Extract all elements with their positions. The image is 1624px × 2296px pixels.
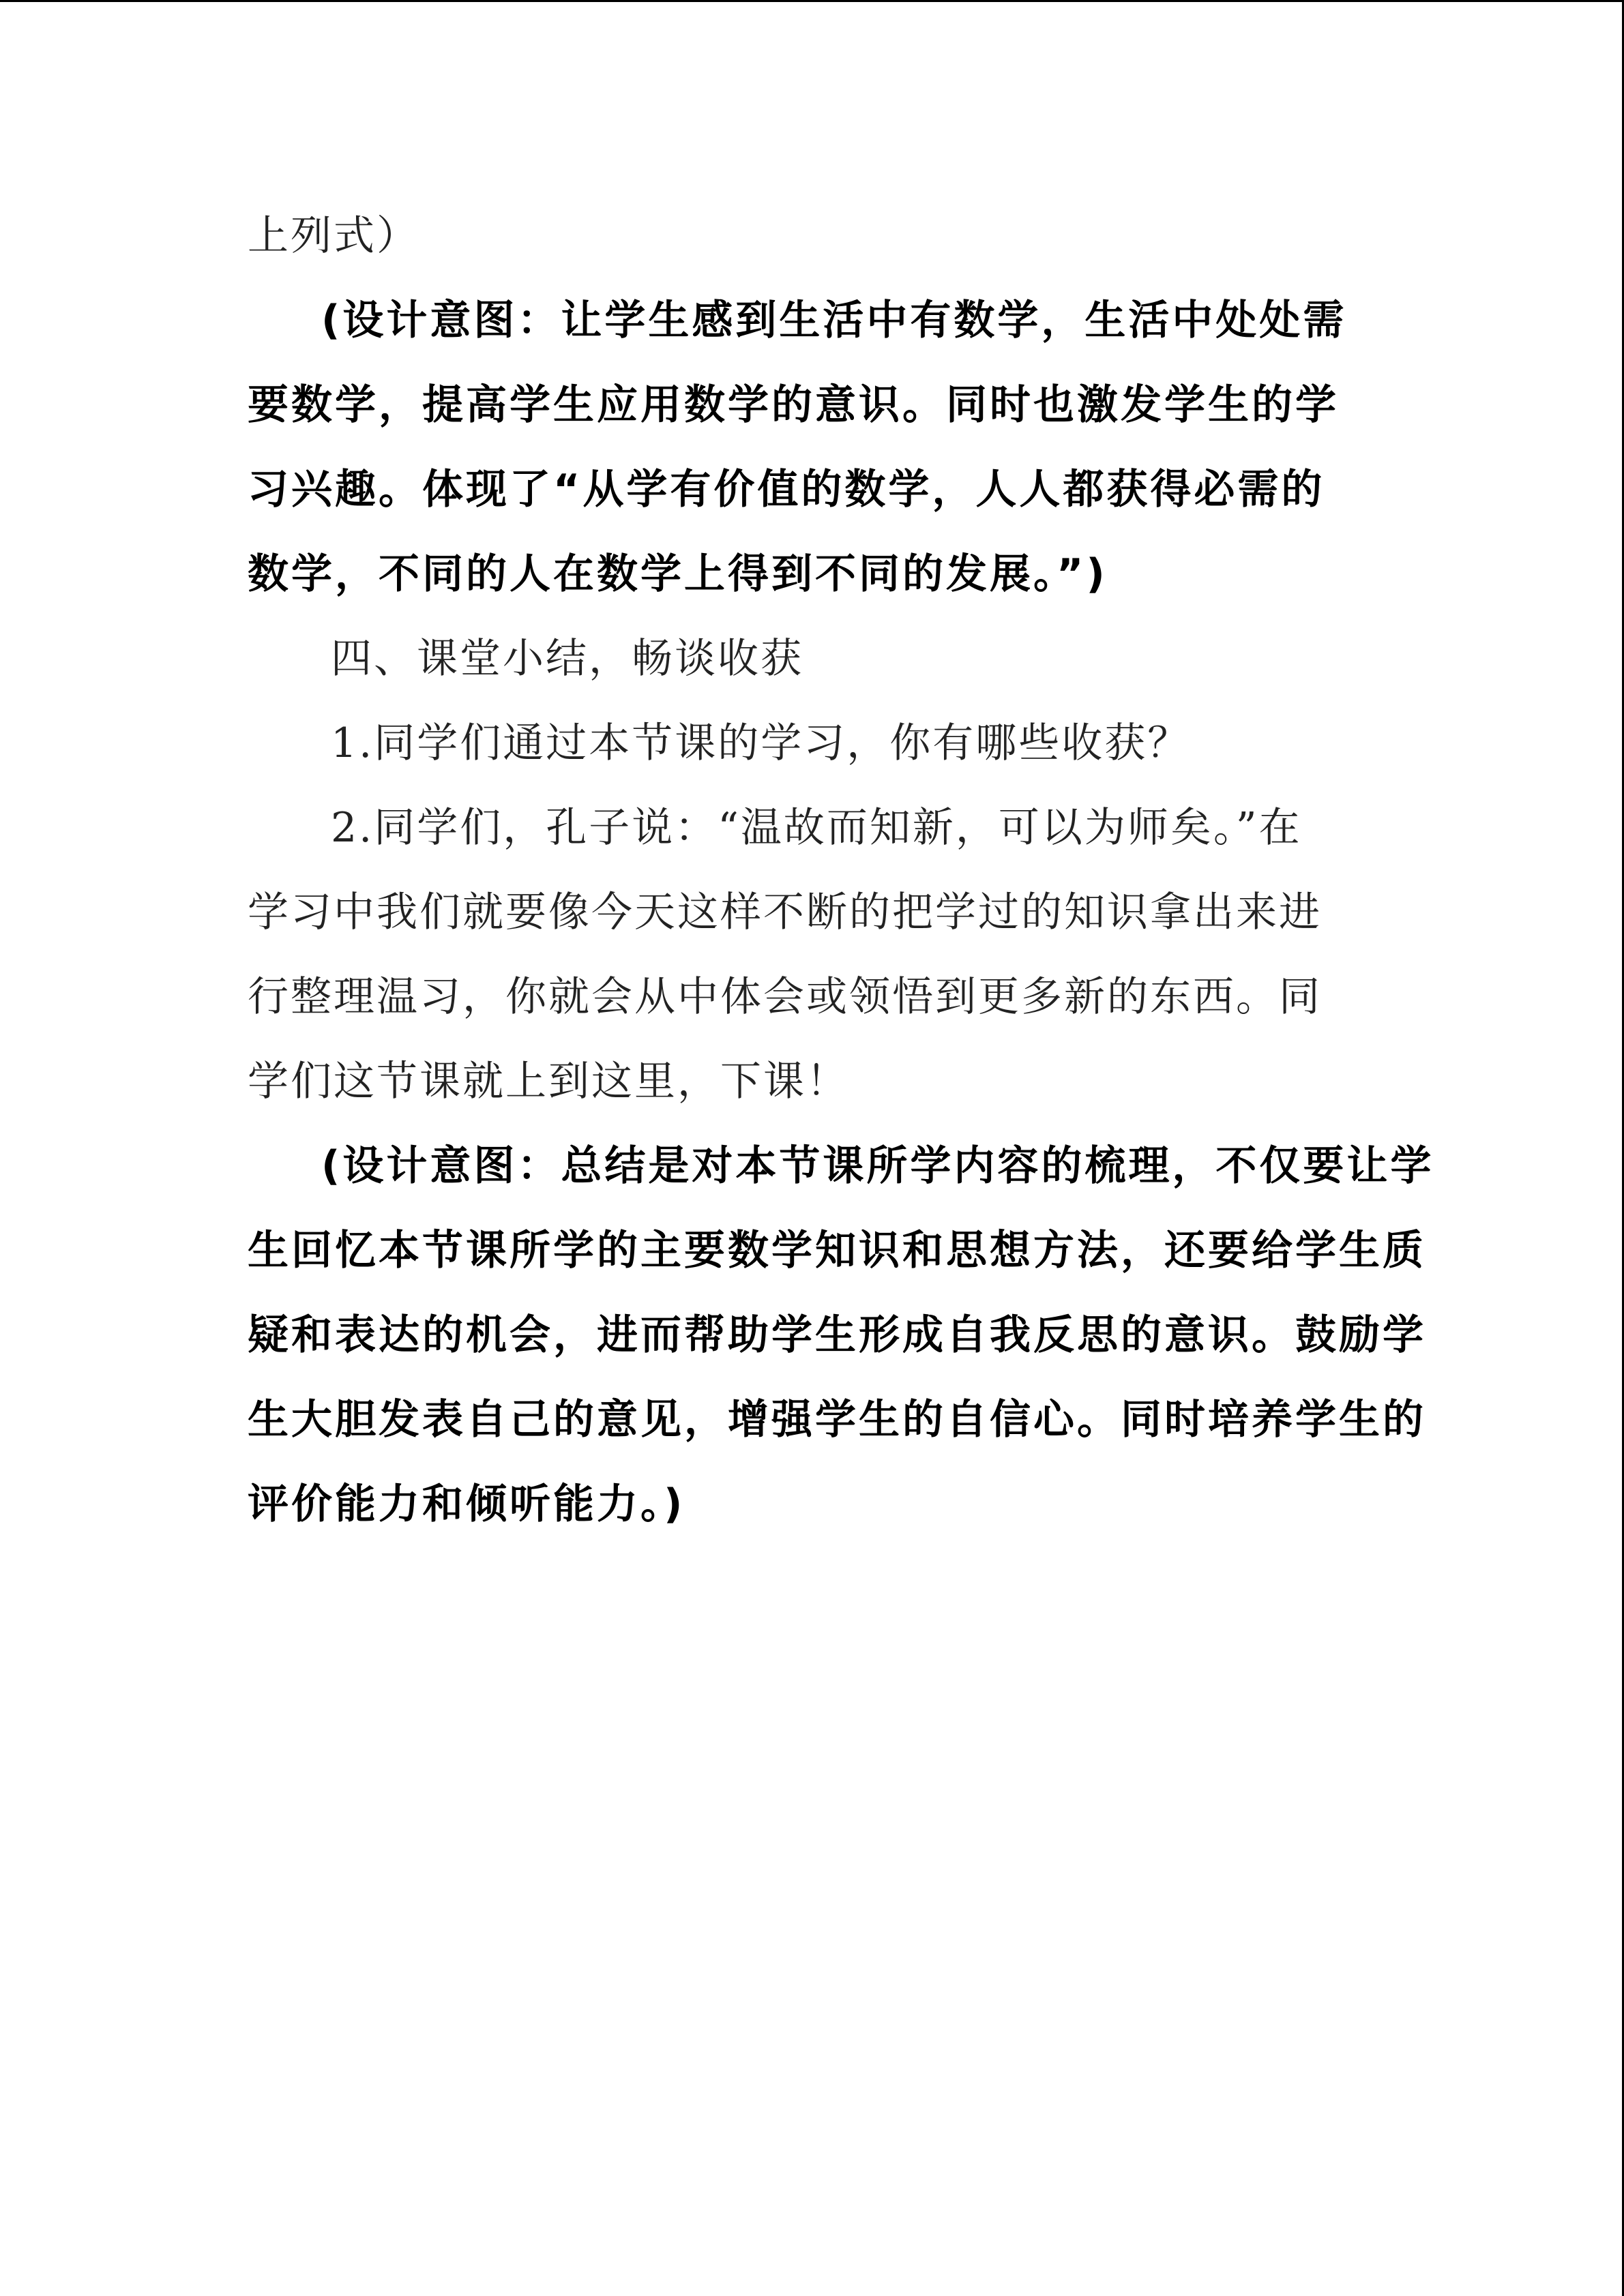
text-line-continuation: 上列式）	[248, 212, 419, 260]
design-intent-paragraph-2	[248, 1124, 1434, 1547]
list-item: 1.同学们通过本节课的学习，你有哪些收获？	[331, 719, 1191, 767]
text-line: (设计意图：总结是对本节课所学内容的梳理，不仅要让学	[321, 1142, 1434, 1190]
text-line: (设计意图：让学生感到生活中有数学，生活中处处需	[321, 297, 1347, 344]
document-body	[248, 194, 1434, 1547]
text-line: 学们这节课就上到这里，下课！	[248, 1058, 849, 1105]
text-line: 评价能力和倾听能力。)	[248, 1480, 685, 1528]
section-heading: 四、课堂小结，畅谈收获	[331, 635, 803, 683]
text-line: 数学，不同的人在数学上得到不同的发展。”)	[248, 550, 1108, 598]
text-line: 要数学，提高学生应用数学的意识。同时也激发学生的学	[248, 381, 1339, 429]
text-line: 习兴趣。体现了“从学有价值的数学，人人都获得必需的	[248, 466, 1325, 513]
design-intent-paragraph-1	[248, 278, 1380, 616]
text-line: 学习中我们就要像今天这样不断的把学过的知识拿出来进	[248, 889, 1322, 936]
text-line: 行整理温习，你就会从中体会或领悟到更多新的东西。同	[248, 973, 1322, 1021]
text-line: 生回忆本节课所学的主要数学知识和思想方法，还要给学生质	[248, 1227, 1426, 1274]
text-line: 疑和表达的机会，进而帮助学生形成自我反思的意识。鼓励学	[248, 1311, 1426, 1359]
text-line: 2.同学们，孔子说：“温故而知新，可以为师矣。”在	[331, 804, 1302, 852]
list-item-paragraph	[248, 786, 1380, 1124]
text-line: 生大胆发表自己的意见，增强学生的自信心。同时培养学生的	[248, 1396, 1426, 1444]
